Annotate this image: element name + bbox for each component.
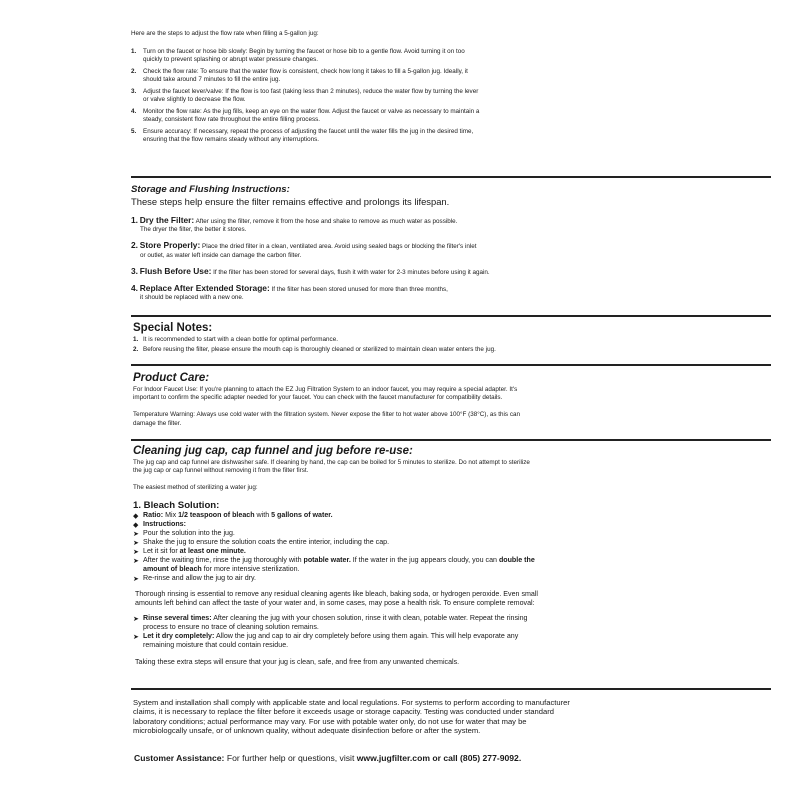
flow-step: 3. Adjust the faucet lever/valve: If the flow is too fast (taking less than 2 minutes), reduce the water flow by turning the lever or valve slightly to decrease the flow. [131, 88, 479, 104]
list-item: ➤ After the waiting time, rinse the jug thoroughly with potable water. If the water in the jug appears cloudy, you can double the amount of bleach for more intensive sterilization. [133, 555, 535, 573]
list-item: ➤ Let it dry completely: Allow the jug and cap to air dry completely before using them again. This will help evaporate any remaining moisture that could contain residue. [133, 631, 519, 649]
special-note: 2. Before reusing the filter, please ensure the mouth cap is thoroughly cleaned or sterilized to maintain clean water enters the jug. [133, 345, 496, 353]
arrow-icon: ➤ [133, 537, 140, 547]
section-divider [131, 688, 771, 690]
list-item: ➤ Let it sit for at least one minute. [133, 546, 246, 556]
storage-item: 4. Replace After Extended Storage: If the filter has been stored unused for more than three months, it should be replaced with a new one. [131, 283, 448, 302]
storage-section [131, 184, 771, 302]
arrow-icon: ➤ [133, 613, 140, 623]
cleaning-paragraph: The easiest method of sterilizing a water jug: [133, 484, 258, 492]
flow-step: 2. Check the flow rate: To ensure that the water flow is consistent, check how long it takes to fill a 5-gallon jug. Ideally, it should take around 7 minutes to fill the entire jug. [131, 68, 468, 84]
arrow-icon: ➤ [133, 631, 140, 641]
flow-step: 5. Ensure accuracy: If necessary, repeat the process of adjusting the faucet until the water fills the jug in the desired time, ensuring that the flow remains steady without any interruptions. [131, 128, 474, 144]
bleach-steps [133, 511, 773, 583]
legal-text: System and installation shall comply with applicable state and local regulations. For systems to perform according to manufacturer claims, it is necessary to replace the filter before it exceeds usage or storage capacity. Testing was conducted under standard laboratory conditions; actual performance may vary. For use with potable water only, do not use for water that may be microbiologcally unsafe, or of unknown quality, without adequate disinfection before or after the system. [133, 698, 570, 736]
list-item: ➤ Re-rinse and allow the jug to air dry. [133, 573, 257, 583]
section-divider [131, 439, 771, 441]
bleach-title: 1. Bleach Solution: [133, 499, 220, 511]
flow-step: 4. Monitor the flow rate: As the jug fills, keep an eye on the water flow. Adjust the faucet or valve as necessary to maintain a steady, consistent flow rate throughout the entire filling process. [131, 108, 480, 124]
special-notes-section [133, 322, 773, 354]
special-note: 1. It is recommended to start with a clean bottle for optimal performance. [133, 336, 338, 343]
list-item: ➤ Pour the solution into the jug. [133, 528, 235, 538]
storage-item: 1. Dry the Filter: After using the filter, remove it from the hose and shake to remove as much water as possible. The dryer the filter, the better it stores. [131, 215, 458, 234]
arrow-icon: ➤ [133, 555, 140, 565]
flow-steps [131, 48, 771, 144]
diamond-icon: ◆ [133, 519, 139, 529]
flow-step: 1. Turn on the faucet or hose bib slowly: Begin by turning the faucet or hose bib to a gentle flow. Avoid turning it on too quickly to prevent splashing or abrupt water pressure changes. [131, 48, 465, 64]
section-divider [131, 364, 771, 366]
assistance-label: Customer Assistance: [134, 753, 225, 763]
arrow-icon: ➤ [133, 528, 140, 538]
storage-item: 2. Store Properly: Place the dried filter in a clean, ventilated area. Avoid using sealed bags or blocking the filter's inlet or outlet, as water left inside can damage the carbon filter. [131, 240, 477, 259]
storage-subtitle: These steps help ensure the filter remains effective and prolongs its lifespan. [131, 196, 450, 207]
intro-text: Here are the steps to adjust the flow rate when filling a 5-gallon jug: [131, 30, 319, 37]
customer-assistance: Customer Assistance: For further help or questions, visit www.jugfilter.com or call (805) 277-9092. [134, 753, 522, 763]
arrow-icon: ➤ [133, 573, 140, 583]
product-care-section [133, 372, 773, 428]
list-item: ➤ Rinse several times: After cleaning the jug with your chosen solution, rinse it with clean, potable water. Repeat the rinsing process to ensure no trace of cleaning solution remains. [133, 613, 528, 631]
arrow-icon: ➤ [133, 546, 140, 556]
section-divider [131, 176, 771, 178]
cleaning-title: Cleaning jug cap, cap funnel and jug before re-use: [133, 445, 413, 457]
storage-title: Storage and Flushing Instructions: [131, 184, 290, 195]
diamond-icon: ◆ [133, 510, 139, 520]
cleaning-section [133, 445, 773, 667]
closing-text: Taking these extra steps will ensure that your jug is clean, safe, and free from any unwanted chemicals. [135, 657, 460, 666]
section-divider [131, 315, 771, 317]
rinse-paragraph: Thorough rinsing is essential to remove any residual cleaning agents like bleach, baking soda, or hydrogen peroxide. Even small amounts left behind can affect the taste of your water and, in some cases, may pose a health risk. To ensure complete removal: [135, 589, 538, 607]
contact-link[interactable]: www.jugfilter.com or call (805) 277-9092. [356, 753, 522, 763]
care-paragraph: Temperature Warning: Always use cold water with the filtration system. Never expose the filter to hot water above 100°F (38°C), as this can damage the filter. [133, 411, 520, 427]
list-item: ➤ Shake the jug to ensure the solution coats the entire interior, including the cap. [133, 537, 390, 547]
care-paragraph: For Indoor Faucet Use: If you're planning to attach the EZ Jug Filtration System to an indoor faucet, you may require a special adapter. It's important to confirm the specific adapter needed for your faucet. You can check with the faucet manufacturer for compatibility details. [133, 386, 518, 402]
product-care-title: Product Care: [133, 372, 210, 384]
special-notes-title: Special Notes: [133, 322, 213, 334]
storage-item: 3. Flush Before Use: If the filter has been stored for several days, flush it with water for 2-3 minutes before using it again. [131, 265, 490, 276]
cleaning-paragraph: The jug cap and cap funnel are dishwasher safe. If cleaning by hand, the cap can be boiled for 5 minutes to sterilize. Do not attempt to sterilize the jug cap or cap funnel without removing it from the filter first. [133, 459, 530, 475]
list-item: ◆ Ratio: Mix 1/2 teaspoon of bleach with 5 gallons of water. [133, 510, 333, 520]
list-item: ◆ Instructions: [133, 519, 186, 529]
rinse-steps [133, 614, 773, 650]
